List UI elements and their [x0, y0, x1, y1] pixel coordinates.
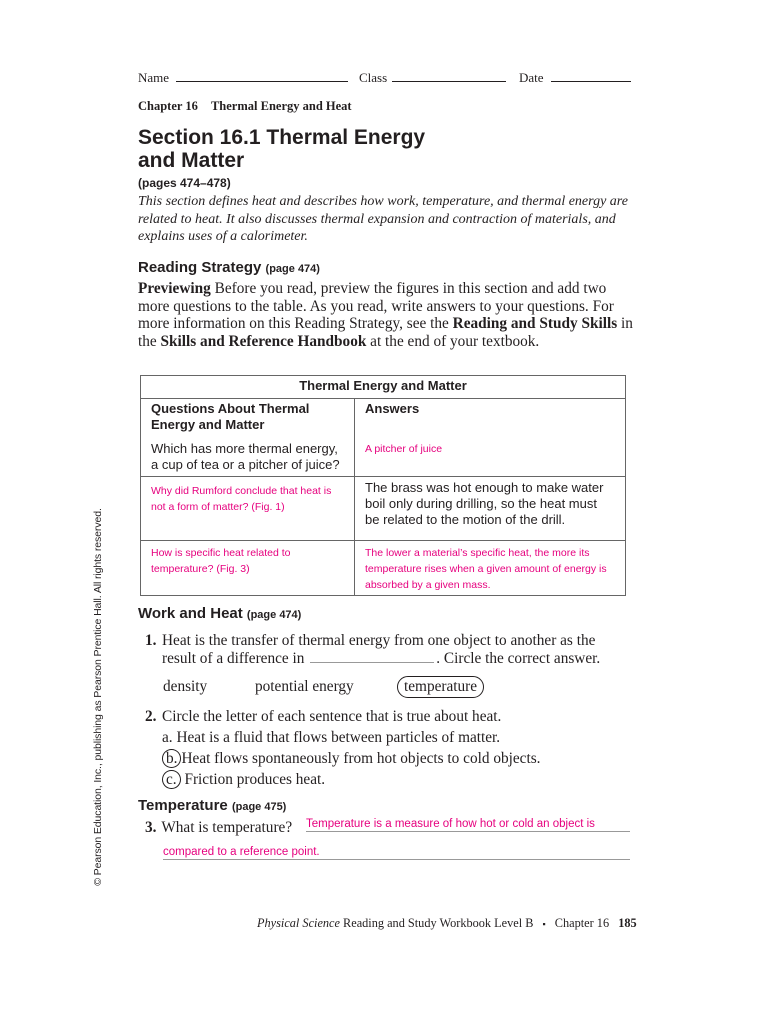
work-heat-heading	[138, 605, 301, 622]
section-intro: This section defines heat and describes how work, temperature, and thermal energy are related to heat. It also discusses thermal expansion and contraction of materials, and explains uses of a calorimeter.	[138, 194, 628, 244]
reading-strategy-title: Reading Strategy	[138, 259, 262, 276]
q1-text-line2: result of a difference in	[162, 649, 305, 667]
class-field	[359, 69, 506, 86]
page-footer	[257, 916, 637, 931]
footer-chapter: Chapter 16	[554, 916, 610, 930]
footer-book-title: Physical Science	[257, 916, 340, 930]
chapter-heading	[138, 99, 352, 114]
q2-letter-c: c.	[162, 770, 181, 789]
table-row	[141, 541, 626, 596]
q2-letter-a: a.	[162, 729, 173, 746]
question-1	[145, 632, 635, 667]
temperature-title: Temperature	[138, 797, 228, 814]
q2-letter-b: b.	[162, 749, 181, 768]
q2-item-b[interactable]	[162, 748, 635, 769]
q1-option-potential-energy[interactable]: potential energy	[255, 678, 354, 695]
table-cell-answer[interactable]: The lower a material’s specific heat, the more its temperature rises when a given amount of energy is absorbed by a given mass.	[355, 541, 626, 596]
table-header-questions: Questions About Thermal Energy and Matter	[141, 399, 355, 439]
name-field	[138, 69, 348, 86]
question-2	[145, 706, 635, 790]
date-blank[interactable]	[551, 69, 631, 82]
temperature-heading	[138, 797, 286, 814]
chapter-label: Chapter 16	[138, 99, 198, 113]
q3-text: What is temperature?	[161, 819, 293, 836]
q2-text-a: Heat is a fluid that flows between particles of matter.	[176, 729, 501, 746]
table-header-answers: Answers	[355, 399, 626, 439]
table-cell-question[interactable]: How is specific heat related to temperature? (Fig. 3)	[141, 541, 355, 596]
q2-text: Circle the letter of each sentence that is true about heat.	[162, 708, 502, 725]
q2-item-a[interactable]	[162, 727, 635, 748]
rs-text3: at the end of your textbook.	[366, 332, 540, 350]
footer-bullet: ▪	[542, 919, 546, 929]
section-pages: (pages 474–478)	[138, 176, 231, 190]
section-title	[138, 126, 425, 172]
rs-text1: Before you read, preview the figures in this section and add two more questions to the table. As you read, write answers to your questions. For more information on this Reading Strategy, see the	[138, 280, 614, 332]
section-title-line2: and Matter	[138, 149, 245, 172]
q2-text-c: Friction produces heat.	[184, 771, 326, 788]
chapter-title: Thermal Energy and Heat	[210, 99, 352, 113]
previewing-term: Previewing	[138, 280, 211, 297]
table-cell-question[interactable]: Why did Rumford conclude that heat is not a form of matter? (Fig. 1)	[141, 477, 355, 541]
date-field	[519, 69, 631, 86]
table-cell-answer[interactable]: A pitcher of juice	[355, 439, 626, 477]
copyright-notice: © Pearson Education, Inc., publishing as Pearson Prentice Hall. All rights reserved.	[92, 508, 104, 886]
q2-text-b: Heat flows spontaneously from hot objects to cold objects.	[181, 750, 541, 767]
rs-bold3: Skills and Reference Handbook	[160, 332, 367, 350]
table-row	[141, 439, 626, 477]
question-3	[145, 819, 292, 837]
footer-book-rest: Reading and Study Workbook Level B	[339, 916, 534, 930]
class-label: Class	[359, 70, 388, 85]
q2-item-c[interactable]	[162, 769, 635, 790]
rs-text2: in the	[138, 315, 633, 350]
q1-option-temperature[interactable]: temperature	[397, 676, 484, 698]
table-cell-answer: The brass was hot enough to make water boil only during drilling, so the heat must be related to the motion of the drill.	[355, 477, 626, 541]
rs-bold2: Reading and Study Skills	[452, 315, 618, 332]
q1-answer-blank[interactable]	[310, 650, 434, 663]
work-heat-page: (page 474)	[246, 609, 302, 621]
q3-answer-line1[interactable]: Temperature is a measure of how hot or cold an object is	[306, 818, 630, 832]
table-row	[141, 477, 626, 541]
class-blank[interactable]	[392, 69, 506, 82]
date-label: Date	[519, 70, 544, 85]
reading-strategy-heading	[138, 259, 320, 276]
q1-number: 1.	[145, 632, 157, 649]
q3-answer-line2[interactable]: compared to a reference point.	[163, 846, 630, 860]
table-title: Thermal Energy and Matter	[141, 376, 626, 399]
reading-strategy-paragraph	[138, 280, 633, 350]
q3-number: 3.	[145, 819, 157, 836]
work-heat-title: Work and Heat	[138, 605, 243, 622]
table-cell-question: Which has more thermal energy, a cup of tea or a pitcher of juice?	[141, 439, 355, 477]
temperature-page: (page 475)	[231, 801, 287, 813]
page-number: 185	[618, 916, 637, 930]
reading-strategy-page: (page 474)	[265, 263, 320, 275]
q1-option-density[interactable]: density	[163, 678, 208, 695]
name-label: Name	[138, 70, 170, 85]
thermal-energy-table	[140, 375, 626, 596]
q1-text-line1: Heat is the transfer of thermal energy from one object to another as the	[162, 632, 596, 649]
name-blank[interactable]	[176, 69, 348, 82]
q1-text-line2-end: . Circle the correct answer.	[436, 649, 601, 667]
section-title-line1: Section 16.1 Thermal Energy	[138, 126, 426, 149]
q2-number: 2.	[145, 708, 157, 725]
